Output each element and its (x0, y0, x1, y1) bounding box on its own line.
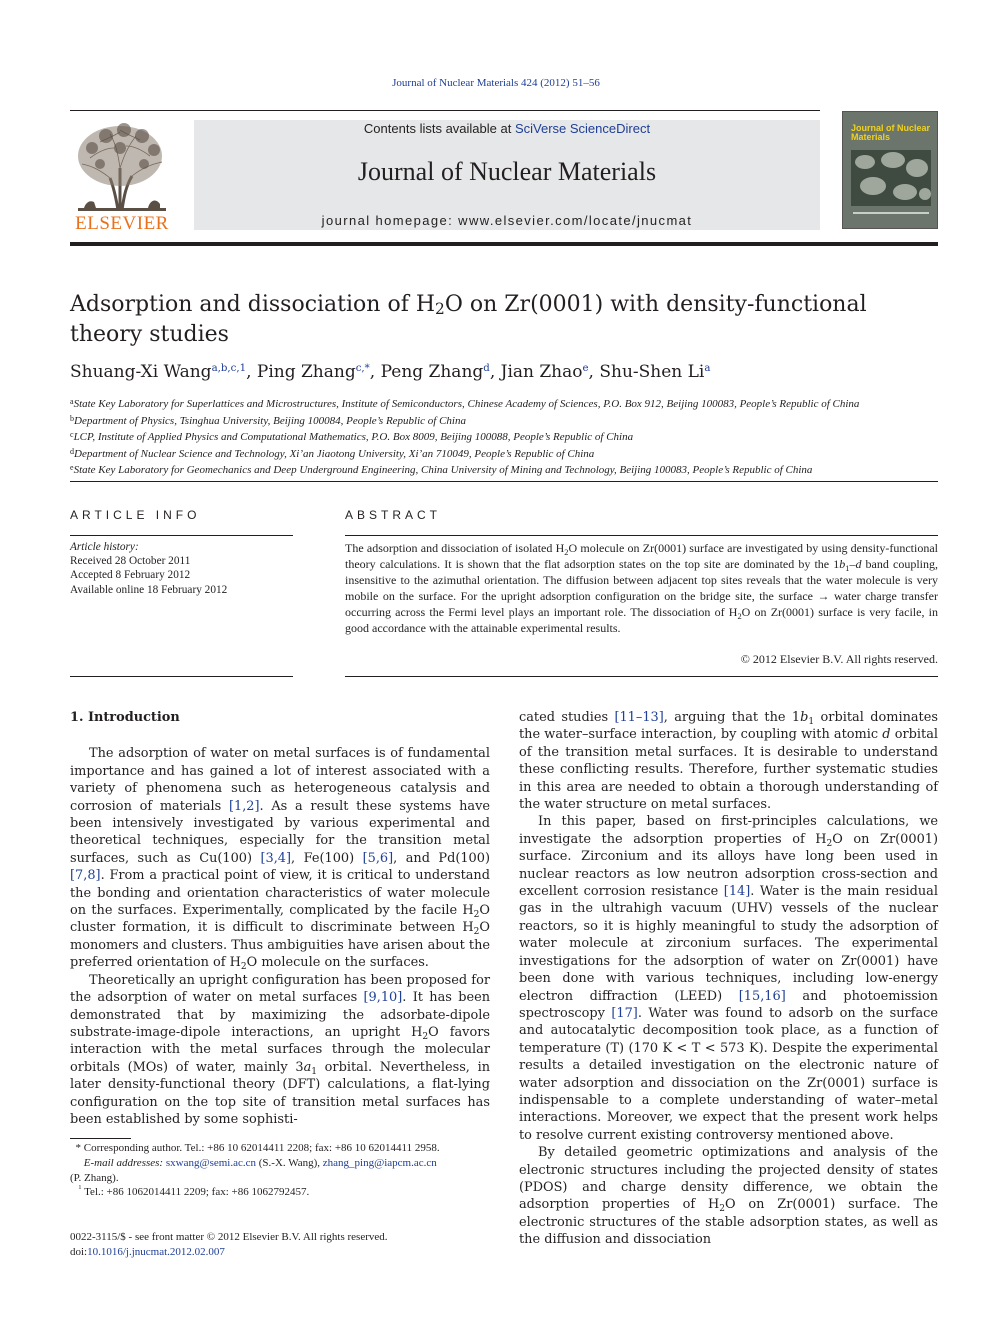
affiliation: $^c$LCP, Institute of Applied Physics and Computational Mathematics, P.O. Box 8009, Beijing 100088, People’s Republic of China (70, 430, 634, 444)
abstract-heading: ABSTRACT (345, 508, 442, 522)
article-history (70, 540, 293, 597)
paragraph: cated studies [11–13], arguing that the $1b_1$ orbital dominates the water–surface interaction, by coupling with atomic d orbital of the transition metal surfaces. It is desirable to understand these conflicting results. Therefore, further systematic studies in this area are needed to obtain a thorough understanding of the water structure on metal surfaces. (519, 710, 939, 813)
contents-line (194, 121, 820, 136)
divider (70, 676, 293, 677)
doi-link[interactable]: 10.1016/j.jnucmat.2012.02.007 (87, 1245, 225, 1258)
history-label: Article history: (70, 541, 139, 553)
reference-link[interactable]: [11–13] (614, 710, 664, 725)
journal-homepage[interactable]: journal homepage: www.elsevier.com/locate/jnucmat (321, 213, 693, 228)
journal-name: Journal of Nuclear Materials (357, 157, 657, 186)
footnote-rule (70, 1138, 131, 1139)
paragraph: By detailed geometric optimizations and analysis of the electronic structures including the projected density of states (PDOS) and charge density difference, we obtain the adsorption properties of $H_2O$ on Zr(0001) surface. The electronic structures of the stable adsorption states, as well as the diffusion and dissociation (519, 1145, 938, 1248)
issn-line: 0022-3115/$ - see front matter © 2012 Elsevier B.V. All rights reserved. (70, 1231, 388, 1243)
abstract-text: The adsorption and dissociation of isolated $H_2O$ molecule on Zr(0001) surface are investigated by using density-functional theory calculations. It is shown that the flat adsorption states on the top site are dominated by the $1b_1-d$ band coupling, insensitive to the azimuthal orientation. The diffusion between adjacent top sites reveals that the water molecule is very mobile on the surface. For the upright adsorption configuration on the bridge site, the surface → water charge transfer occurring across the Fermi level plays an important role. The dissociation of $H_2O$ on Zr(0001) surface is very facile, in good accordance with the attainable experimental results. (345, 541, 938, 635)
body-column-left (70, 709, 490, 1128)
section-heading: 1. Introduction (70, 710, 180, 725)
paragraph: Theoretically an upright configuration has been proposed for the adsorption of water on metal surfaces [9,10]. It has been demonstrated that by maximizing the adsorbate-dipole substrate-image-dipole interactions, an upright $H_2O$ favors interaction with the metal surfaces through the molecular orbitals (MOs) of water, mainly $3a_1$ orbital. Nevertheless, in later density-functional theory (DFT) calculations, a flat-lying configuration on the top site of transition metal surfaces has been established by some sophisti- (70, 972, 491, 1127)
email-link[interactable]: sxwang@semi.ac.cn (165, 1156, 257, 1169)
author-list: Shuang-Xi Wang$^{a,b,c,1}$, Ping Zhang$^{c,*}$, Peng Zhang$^d$, Jian Zhao$^e$, Shu-Shen Li$^a$ (70, 362, 711, 382)
email-note: E-mail addresses: sxwang@semi.ac.cn (S.-X. Wang), zhang_ping@iapcm.ac.cn (P. Zhang). (70, 1156, 437, 1184)
received-date: Received 28 October 2011 (70, 555, 191, 568)
footnotes (70, 1141, 490, 1200)
body-column-right (519, 709, 938, 1249)
author: Shu-Shen Li$^a$ (599, 362, 711, 382)
reference-link[interactable]: [1,2] (228, 798, 260, 814)
article-title: Adsorption and dissociation of $H_2O$ on Zr(0001) with density-functional theory studies (70, 292, 867, 347)
reference-link[interactable]: [15,16] (738, 988, 786, 1004)
cover-title: Journal of Nuclear Materials (851, 123, 931, 142)
sciencedirect-link[interactable]: SciVerse ScienceDirect (514, 121, 651, 136)
affiliation: $^e$State Key Laboratory for Geomechanics and Deep Underground Engineering, China University of Mining and Technology, Beijing 100083, People’s Republic of China (70, 463, 813, 477)
contents-prefix: Contents lists available at (363, 121, 515, 136)
elsevier-logo (70, 118, 174, 234)
corresponding-author-note: * Corresponding author. Tel.: +86 10 62014411 2208; fax: +86 10 62014411 2958. (75, 1142, 440, 1154)
article-info-heading: ARTICLE INFO (70, 508, 201, 522)
divider (345, 535, 938, 536)
divider (70, 535, 293, 536)
reference-link[interactable]: [5,6] (362, 850, 394, 866)
journal-cover[interactable] (842, 111, 938, 229)
paragraph: In this paper, based on first-principles calculations, we investigate the adsorption properties of $H_2O$ on Zr(0001) surface. Zirconium and its alloys have long been used in nuclear reactors as low neutron adsorption cross-section and excellent corrosion resistance [14]. Water is the main residual gas in the ultrahigh vacuum (UHV) vessels of the nuclear reactors, so it is highly meaningful to study the adsorption of water molecule at zirconium surfaces. The experimental investigations for the adsorption of water on Zr(0001) have been done with various techniques, including low-energy electron diffraction (LEED) [15,16] and photoemission spectroscopy [17]. Water was found to adsorb on the surface and autocatalytic decomposition took place, as a function of temperature (T) (170 K < T < 573 K). Despite the experimental results a detailed investigation on the electronic nature of water adsorption and dissociation on the Zr(0001) surface is indispensable to a complete understanding of water–metal interactions. Moreover, we expect that the present work helps to resolve current existing controversy mentioned above. (519, 814, 939, 1143)
paragraph: The adsorption of water on metal surfaces is of fundamental importance and has gained a lot of interest associated with a variety of phenomena such as heterogeneous catalysis and corrosion of materials [1,2]. As a result these systems have been intensively investigated by various experimental and theoretical techniques, especially for the transition metal surfaces, such as Cu(100) [3,4], Fe(100) [5,6], and Pd(100) [7,8]. From a practical point of view, it is critical to understand the bonding and orientation characteristics of water molecule on the surfaces. Experimentally, complicated by the facile $H_2O$ cluster formation, it is difficult to discriminate between $H_2O$ monomers and clusters. Thus ambiguities have arisen about the preferred orientation of $H_2O$ molecule on the surfaces. (70, 746, 490, 973)
author: Peng Zhang$^d$ (380, 362, 490, 382)
affiliation: $^a$State Key Laboratory for Superlattices and Microstructures, Institute of Semiconductors, Chinese Academy of Sciences, P.O. Box 912, Beijing 100083, People’s Republic of China (70, 397, 860, 410)
affiliations (70, 395, 950, 478)
issn-doi (70, 1230, 490, 1259)
divider (70, 481, 938, 482)
reference-link[interactable]: [3,4] (260, 850, 292, 866)
journal-citation[interactable]: Journal of Nuclear Materials 424 (2012) 51–56 (392, 77, 600, 89)
author: Jian Zhao$^e$ (500, 362, 589, 382)
reference-link[interactable]: [14] (723, 884, 751, 900)
email-link[interactable]: zhang_ping@iapcm.ac.cn (322, 1156, 437, 1169)
reference-link[interactable]: [9,10] (363, 990, 403, 1006)
header-thick-rule (70, 242, 938, 246)
footnote-1: $^1$ Tel.: +86 1062014411 2209; fax: +86 1062792457. (78, 1184, 310, 1199)
online-date: Available online 18 February 2012 (70, 583, 228, 596)
doi-line: doi:10.1016/j.jnucmat.2012.02.007 (70, 1245, 225, 1258)
affiliation: $^b$Department of Physics, Tsinghua University, Beijing 100084, People’s Republic of China (70, 413, 466, 427)
divider (345, 676, 938, 677)
reference-link[interactable]: [7,8] (70, 868, 101, 884)
top-rule (70, 110, 820, 111)
affiliation: $^d$Department of Nuclear Science and Technology, Xi’an Jiaotong University, Xi’an 710049, People’s Republic of China (70, 446, 595, 460)
author: Shuang-Xi Wang$^{a,b,c,1}$ (70, 362, 247, 382)
copyright: © 2012 Elsevier B.V. All rights reserved. (740, 652, 938, 666)
reference-link[interactable]: [17] (611, 1005, 638, 1021)
accepted-date: Accepted 8 February 2012 (70, 569, 191, 582)
elsevier-wordmark: ELSEVIER (75, 213, 169, 234)
author: Ping Zhang$^{c,*}$ (256, 362, 370, 382)
